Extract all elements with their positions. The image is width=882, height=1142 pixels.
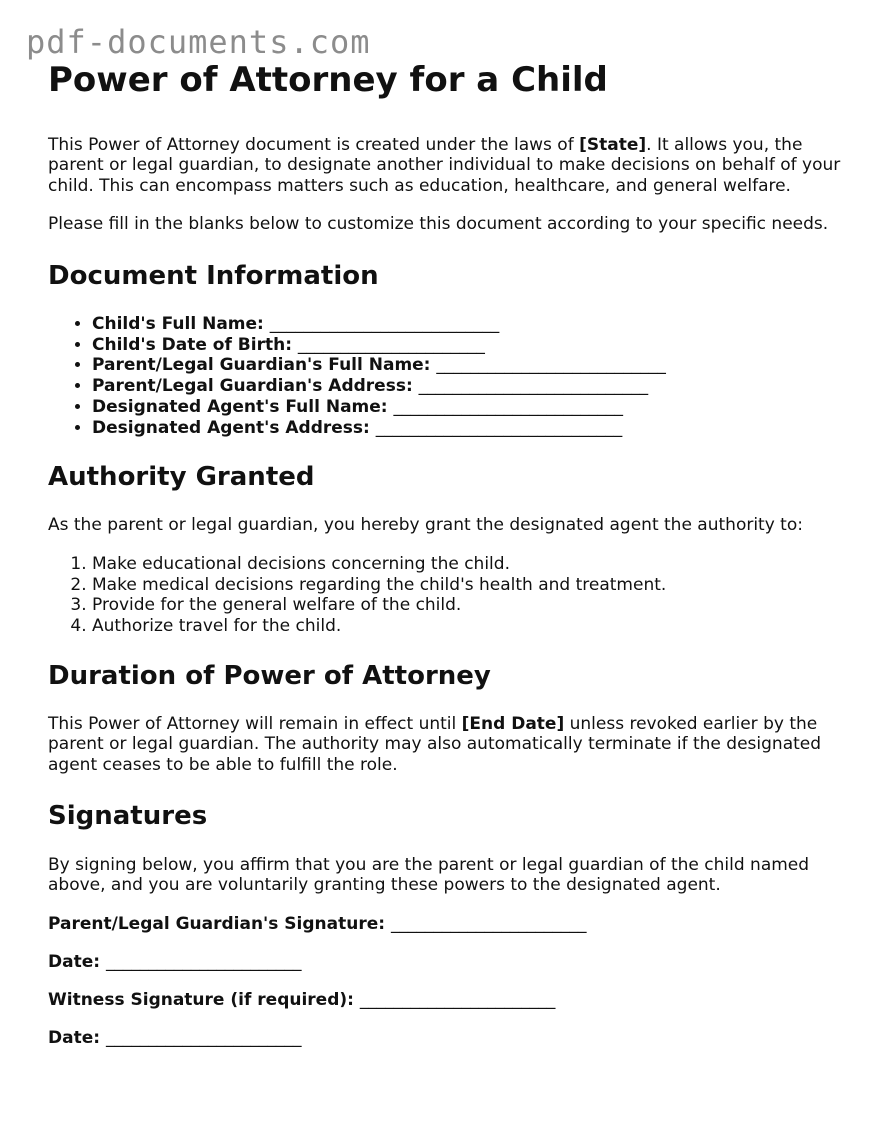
state-placeholder: [State] [579,134,647,155]
intro-paragraph [48,135,848,197]
authority-item: 2. Make medical decisions regarding the child's health and treatment. [92,575,848,596]
duration-text-after: unless revoked earlier by the parent or legal guardian. The authority may also automatically terminate if the designated agent ceases to be able to fulfill the role. [48,713,822,775]
field-label: Designated Agent's Full Name: [92,396,388,417]
duration-text-before: This Power of Attorney will remain in effect until [48,713,462,734]
signature-blank[interactable]: _______________________ [390,913,587,934]
witness-date-line [48,1028,848,1049]
field-agent-full-name [92,397,848,418]
document-information-heading: Document Information [48,260,379,291]
guardian-date-line [48,952,848,973]
fill-blank[interactable]: ______________________ [297,334,485,355]
date-label: Date: [48,1027,101,1048]
field-label: Child's Date of Birth: [92,334,292,355]
signature-label: Parent/Legal Guardian's Signature: [48,913,386,934]
field-agent-address [92,418,848,439]
signature-label: Witness Signature (if required): [48,989,354,1010]
watermark: pdf-documents.com [26,23,371,61]
fill-blank[interactable]: ___________________________ [269,313,500,334]
intro-text-before: This Power of Attorney document is created under the laws of [48,134,580,155]
field-child-full-name [92,314,848,335]
date-blank[interactable]: _______________________ [105,1027,302,1048]
field-label: Parent/Legal Guardian's Address: [92,376,413,397]
authority-item: 1. Make educational decisions concerning the child. [92,554,848,575]
date-blank[interactable]: _______________________ [105,951,302,972]
authority-heading: Authority Granted [48,462,315,493]
fill-blank[interactable]: ___________________________ [418,376,649,397]
date-label: Date: [48,951,101,972]
end-date-placeholder: [End Date] [461,713,565,734]
witness-signature-line [48,990,848,1011]
page-title: Power of Attorney for a Child [48,60,608,100]
field-label: Parent/Legal Guardian's Full Name: [92,355,431,376]
document-page [48,60,848,1066]
fill-blank[interactable]: _____________________________ [375,417,623,438]
field-guardian-full-name [92,355,848,376]
document-information-list [48,314,848,438]
duration-paragraph [48,714,848,776]
field-label: Child's Full Name: [92,313,264,334]
signatures-intro: By signing below, you affirm that you are the parent or legal guardian of the child named above, and you are voluntarily granting these powers to the designated agent. [48,854,810,896]
intro-text-after: . It allows you, the parent or legal guardian, to designate another individual to make decisions on behalf of your child. This can encompass matters such as education, healthcare, and general welfare. [48,134,841,196]
authority-intro: As the parent or legal guardian, you hereby grant the designated agent the authority to: [48,515,803,536]
fill-blank[interactable]: ___________________________ [436,355,666,376]
guardian-signature-line [48,914,848,935]
fill-blank[interactable]: ___________________________ [393,396,624,417]
authority-item: 4. Authorize travel for the child. [92,616,848,637]
field-child-date-of-birth [92,335,848,356]
field-label: Designated Agent's Address: [92,417,370,438]
signatures-heading: Signatures [48,801,208,832]
duration-heading: Duration of Power of Attorney [48,660,491,691]
instructions-paragraph: Please fill in the blanks below to customize this document according to your specific needs. [48,214,829,235]
authority-list [48,554,848,637]
signature-blank[interactable]: _______________________ [359,989,556,1010]
authority-item: 3. Provide for the general welfare of the child. [92,595,848,616]
field-guardian-address [92,376,848,397]
